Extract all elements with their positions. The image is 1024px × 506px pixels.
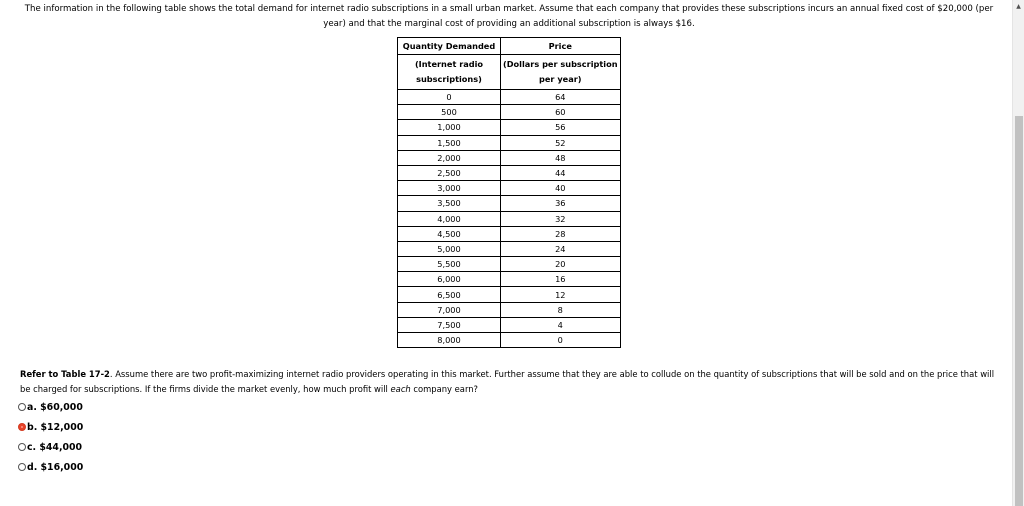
price-cell: 36 bbox=[501, 196, 621, 211]
price-cell: 8 bbox=[501, 302, 621, 317]
intro-line-1: The information in the following table shows the total demand for internet radio subscriptions in a small urban market. Assume that each company that provides these subscriptions incurs an annual fixed cost of $20,000 (per bbox=[24, 4, 994, 14]
quantity-subheader-line-2: subscriptions) bbox=[416, 74, 482, 84]
price-cell: 40 bbox=[501, 181, 621, 196]
answer-option-label: c. $44,000 bbox=[27, 441, 83, 453]
quantity-cell: 4,000 bbox=[398, 211, 501, 226]
price-subheader-line-1: (Dollars per subscription bbox=[503, 59, 618, 69]
quantity-cell: 500 bbox=[398, 105, 501, 120]
quantity-cell: 6,000 bbox=[398, 272, 501, 287]
quantity-cell: 8,000 bbox=[398, 333, 501, 348]
price-cell: 60 bbox=[501, 105, 621, 120]
quantity-cell: 7,500 bbox=[398, 317, 501, 332]
price-cell: 52 bbox=[501, 135, 621, 150]
radio-unselected-icon[interactable] bbox=[18, 443, 26, 451]
table-header-row bbox=[398, 38, 621, 55]
quantity-cell: 1,500 bbox=[398, 135, 501, 150]
table-row bbox=[398, 211, 621, 226]
quantity-cell: 5,000 bbox=[398, 241, 501, 256]
table-row bbox=[398, 196, 621, 211]
question-intro bbox=[20, 2, 998, 32]
table-row bbox=[398, 150, 621, 165]
question-text bbox=[20, 367, 1000, 396]
table-reference: Refer to Table 17-2 bbox=[20, 369, 110, 379]
question-body-a: . Assume there are two profit-maximizing internet radio providers operating in this market. Further assume that they are able to collude on the quantity of subscriptions that will be sold and on the price that will be charged for subscriptions. If the firms divide the market evenly, how much profit will bbox=[20, 369, 995, 394]
scroll-up-arrow-icon[interactable]: ▲ bbox=[1016, 2, 1021, 10]
demand-table bbox=[397, 37, 621, 348]
quantity-cell: 0 bbox=[398, 90, 501, 105]
radio-unselected-icon[interactable] bbox=[18, 403, 26, 411]
table-row bbox=[398, 120, 621, 135]
quantity-cell: 2,000 bbox=[398, 150, 501, 165]
price-cell: 4 bbox=[501, 317, 621, 332]
quantity-cell: 3,500 bbox=[398, 196, 501, 211]
answer-option[interactable] bbox=[18, 397, 83, 417]
table-row bbox=[398, 226, 621, 241]
quantity-subheader bbox=[398, 55, 501, 90]
radio-unselected-icon[interactable] bbox=[18, 463, 26, 471]
quantity-subheader-line-1: (Internet radio bbox=[414, 59, 484, 69]
table-subheader-row bbox=[398, 55, 621, 90]
answer-option[interactable] bbox=[18, 417, 83, 437]
quantity-cell: 4,500 bbox=[398, 226, 501, 241]
vertical-scrollbar[interactable] bbox=[1012, 0, 1024, 506]
price-cell: 16 bbox=[501, 272, 621, 287]
table-row bbox=[398, 317, 621, 332]
price-cell: 56 bbox=[501, 120, 621, 135]
radio-selected-icon[interactable] bbox=[18, 423, 26, 431]
answer-option-label: a. $60,000 bbox=[27, 401, 83, 413]
price-cell: 20 bbox=[501, 257, 621, 272]
question-body-b: company earn? bbox=[410, 383, 478, 394]
price-cell: 24 bbox=[501, 241, 621, 256]
price-subheader-line-2: per year) bbox=[539, 74, 582, 84]
table-row bbox=[398, 287, 621, 302]
price-cell: 48 bbox=[501, 150, 621, 165]
price-cell: 32 bbox=[501, 211, 621, 226]
table-row bbox=[398, 165, 621, 180]
answer-option[interactable] bbox=[18, 437, 83, 457]
table-row bbox=[398, 105, 621, 120]
quantity-header: Quantity Demanded bbox=[398, 38, 501, 55]
table-row bbox=[398, 181, 621, 196]
question-emphasis: each bbox=[390, 383, 411, 394]
scrollbar-thumb[interactable] bbox=[1015, 116, 1023, 506]
answer-options bbox=[18, 397, 83, 477]
quantity-cell: 5,500 bbox=[398, 257, 501, 272]
price-cell: 64 bbox=[501, 90, 621, 105]
price-subheader bbox=[501, 55, 621, 90]
price-cell: 0 bbox=[501, 333, 621, 348]
price-cell: 44 bbox=[501, 165, 621, 180]
price-cell: 12 bbox=[501, 287, 621, 302]
intro-line-2: year) and that the marginal cost of providing an additional subscription is always $16. bbox=[323, 19, 695, 29]
quantity-cell: 7,000 bbox=[398, 302, 501, 317]
quantity-cell: 1,000 bbox=[398, 120, 501, 135]
table-row bbox=[398, 135, 621, 150]
answer-option-label: d. $16,000 bbox=[27, 461, 84, 473]
answer-option-label: b. $12,000 bbox=[27, 421, 84, 433]
table-row bbox=[398, 302, 621, 317]
table-row bbox=[398, 90, 621, 105]
quantity-cell: 3,000 bbox=[398, 181, 501, 196]
table-row bbox=[398, 272, 621, 287]
table-row bbox=[398, 241, 621, 256]
price-header: Price bbox=[501, 38, 621, 55]
answer-option[interactable] bbox=[18, 457, 83, 477]
table-row bbox=[398, 333, 621, 348]
quantity-cell: 6,500 bbox=[398, 287, 501, 302]
price-cell: 28 bbox=[501, 226, 621, 241]
table-row bbox=[398, 257, 621, 272]
quantity-cell: 2,500 bbox=[398, 165, 501, 180]
